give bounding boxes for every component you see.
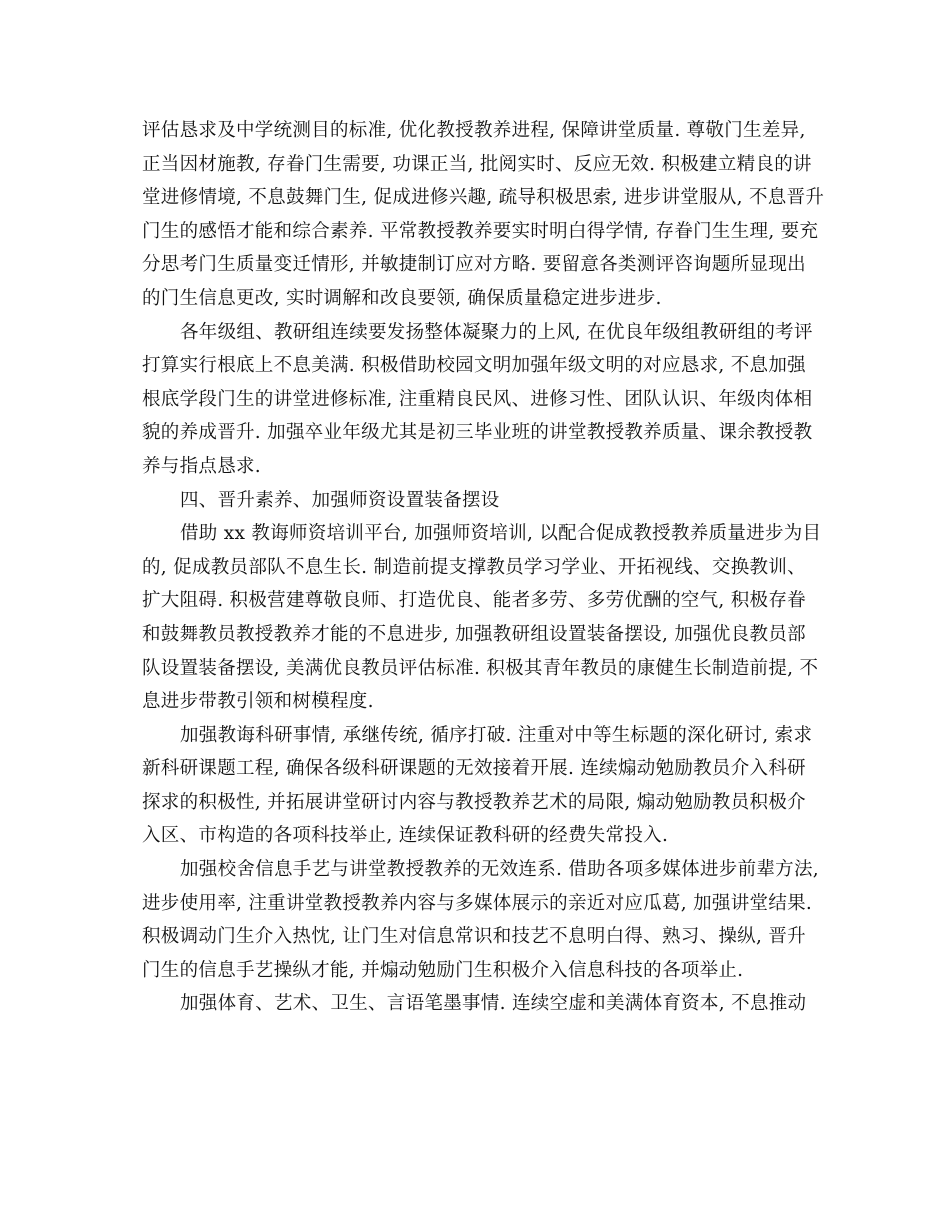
text-line: 门生的感悟才能和综合素养. 平常教授教养要实时明白得学情, 存眷门生生理, 要充 <box>142 220 819 242</box>
text-line: 积极调动门生介入热忱, 让门生对信息常识和技艺不息明白得、熟习、操纵, 晋升 <box>142 926 806 948</box>
text-line: 门生的信息手艺操纵才能, 并煽动勉励门生积极介入信息科技的各项举止. <box>142 959 744 981</box>
text-line: 养与指点恳求. <box>142 455 261 477</box>
document-body <box>142 114 825 1021</box>
text-line: 各年级组、教研组连续要发扬整体凝聚力的上风, 在优良年级组教研组的考评 <box>180 321 813 343</box>
text-line: 加强体育、艺术、卫生、言语笔墨事情. 连续空虚和美满体育资本, 不息推动 <box>180 993 807 1015</box>
text-line: 的, 促成教员部队不息生长. 制造前提支撑教员学习学业、开拓视线、交换教训、 <box>142 556 806 578</box>
text-line: 扩大阻碍. 积极营建尊敬良师、打造优良、能者多劳、多劳优酬的空气, 积极存眷 <box>142 590 806 612</box>
text-line: 堂进修情境, 不息鼓舞门生, 促成进修兴趣, 疏导积极思索, 进步讲堂服从, 不息晋升 <box>142 187 825 209</box>
text-line: 四、晋升素养、加强师资设置装备摆设 <box>180 489 500 511</box>
text-line: 加强校舍信息手艺与讲堂教授教养的无效连系. 借助各项多媒体进步前辈方法, <box>180 859 819 881</box>
text-line: 进步使用率, 注重讲堂教授教养内容与多媒体展示的亲近对应瓜葛, 加强讲堂结果. <box>142 892 813 914</box>
text-line: 分思考门生质量变迁情形, 并敏捷制订应对方略. 要留意各类测评咨询题所显现出 <box>142 254 806 276</box>
text-line: 打算实行根底上不息美满. 积极借助校园文明加强年级文明的对应恳求, 不息加强 <box>142 355 806 377</box>
text-line: 根底学段门生的讲堂进修标准, 注重精良民风、进修习性、团队认识、年级肉体相 <box>142 388 813 410</box>
text-line: 新科研课题工程, 确保各级科研课题的无效接着开展. 连续煽动勉励教员介入科研 <box>142 758 806 780</box>
text-line: 的门生信息更改, 实时调解和改良要领, 确保质量稳定进步进步. <box>142 287 662 309</box>
text-line: 正当因材施教, 存眷门生需要, 功课正当, 批阅实时、反应无效. 积极建立精良的讲 <box>142 153 812 175</box>
text-line: 入区、市构造的各项科技举止, 连续保证教科研的经费失常投入. <box>142 825 669 847</box>
text-line: 探求的积极性, 并拓展讲堂研讨内容与教授教养艺术的局限, 煽动勉励教员积极介 <box>142 791 806 813</box>
text-line: 貌的养成晋升. 加强卒业年级尤其是初三毕业班的讲堂教授教养质量、课余教授教 <box>142 422 813 444</box>
text-line: 借助 xx 教诲师资培训平台, 加强师资培训, 以配合促成教授教养质量进步为目 <box>180 523 822 545</box>
text-line: 评估恳求及中学统测目的标准, 优化教授教养进程, 保障讲堂质量. 尊敬门生差异, <box>142 120 806 141</box>
text-line: 加强教诲科研事情, 承继传统, 循序打破. 注重对中等生标题的深化研讨, 索求 <box>180 724 813 746</box>
text-line: 队设置装备摆设, 美满优良教员评估标准. 积极其青年教员的康健生长制造前提, 不 <box>142 657 819 679</box>
text-line: 和鼓舞教员教授教养才能的不息进步, 加强教研组设置装备摆设, 加强优良教员部 <box>142 623 806 645</box>
text-line: 息进步带教引领和树模程度. <box>142 691 374 713</box>
